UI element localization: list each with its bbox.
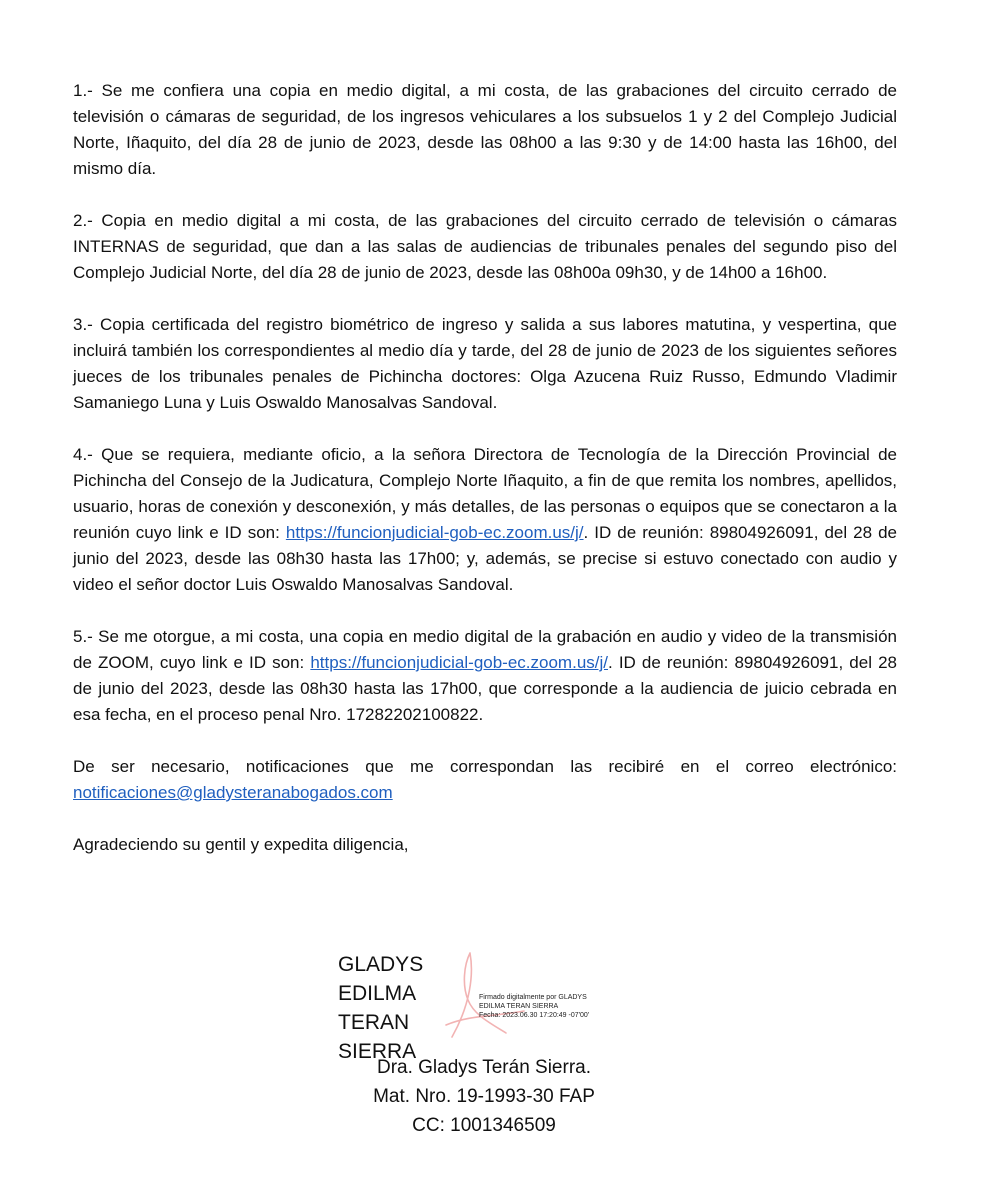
request-item-3: 3.- Copia certificada del registro biométrico de ingreso y salida a sus labores matutina, y vespertina, que incluirá también los correspondientes al medio día y tarde, del 28 de junio de 2023 de los siguientes señores jueces de los tribunales penales de Pichincha doctores: Olga Azucena Ruiz Russo, Edmundo Vladimir Samaniego Luna y Luis Oswaldo Manosalvas Sandoval. [73, 315, 897, 412]
signature-name-line: EDILMA [338, 982, 417, 1005]
signature-name-block [338, 950, 423, 1066]
closing-line: Agradeciendo su gentil y expedita diligencia, [73, 835, 409, 854]
signature-name-line: SIERRA [338, 1040, 417, 1063]
stamp-line: Firmado digitalmente por GLADYS [479, 994, 587, 1001]
signer-registration: Mat. Nro. 19-1993-30 FAP [373, 1086, 595, 1107]
document-body [73, 78, 897, 858]
request-item-5 [73, 624, 897, 728]
request-item-1: 1.- Se me confiera una copia en medio digital, a mi costa, de las grabaciones del circuito cerrado de televisión o cámaras de seguridad, de los ingresos vehiculares a los subsuelos 1 y 2 del Complejo Judicial Norte, Iñaquito, del día 28 de junio de 2023, desde las 08h00 a las 9:30 y de 14:00 hasta las 16h00, del mismo día. [73, 81, 897, 178]
signature-name-line: GLADYS [338, 953, 424, 976]
notification-text: De ser necesario, notificaciones que me correspondan las recibiré en el correo electrónico: [73, 757, 897, 776]
signer-id: CC: 1001346509 [412, 1115, 556, 1136]
request-item-5-text-before: 5.- Se me otorgue, a mi costa, una copia en medio digital de la grabación en audio y video de la transmisión de ZOOM, cuyo link e ID son: [73, 627, 897, 672]
signer-name: Dra. Gladys Terán Sierra. [376, 1057, 591, 1078]
request-item-4 [73, 442, 897, 598]
request-item-2: 2.- Copia en medio digital a mi costa, de las grabaciones del circuito cerrado de televisión o cámaras INTERNAS de seguridad, que dan a las salas de audiencias de tribunales penales del segundo piso del Complejo Judicial Norte, del día 28 de junio de 2023, desde las 08h00a 09h30, y de 14h00 a 16h00. [73, 211, 897, 282]
request-item-5-text-after: . ID de reunión: 89804926091, del 28 de junio del 2023, desde las 08h30 hasta las 17h00, que corresponde a la audiencia de juicio cebrada en esa fecha, en el proceso penal Nro. 17282202100822. [73, 653, 897, 724]
signature-name-line: TERAN [338, 1011, 410, 1034]
stamp-line: EDILMA TERAN SIERRA [479, 1003, 559, 1010]
request-item-4-text-after: . ID de reunión: 89804926091, del 28 de junio del 2023, desde las 08h30 hasta las 17h00; y, además, se precise si estuvo conectado con audio y video el señor doctor Luis Oswaldo Manosalvas Sandoval. [73, 523, 897, 594]
request-item-4-text-before: 4.- Que se requiera, mediante oficio, a la señora Directora de Tecnología de la Dirección Provincial de Pichincha del Consejo de la Judicatura, Complejo Norte Iñaquito, a fin de que remita los nombres, apellidos, usuario, horas de conexión y desconexión, y más detalles, de las personas o equipos que se conectaron a la reunión cuyo link e ID son: [73, 445, 897, 542]
zoom-link-1[interactable]: https://funcionjudicial-gob-ec.zoom.us/j/ [285, 523, 584, 542]
zoom-link-2[interactable]: https://funcionjudicial-gob-ec.zoom.us/j/ [310, 653, 608, 672]
email-link[interactable]: notificaciones@gladysteranabogados.com [73, 783, 393, 802]
digital-signature-stamp [479, 993, 619, 1020]
signer-block [334, 1053, 634, 1140]
stamp-line: Fecha: 2023.06.30 17:20:49 -07'00' [479, 1012, 590, 1019]
notification-paragraph [73, 754, 897, 806]
